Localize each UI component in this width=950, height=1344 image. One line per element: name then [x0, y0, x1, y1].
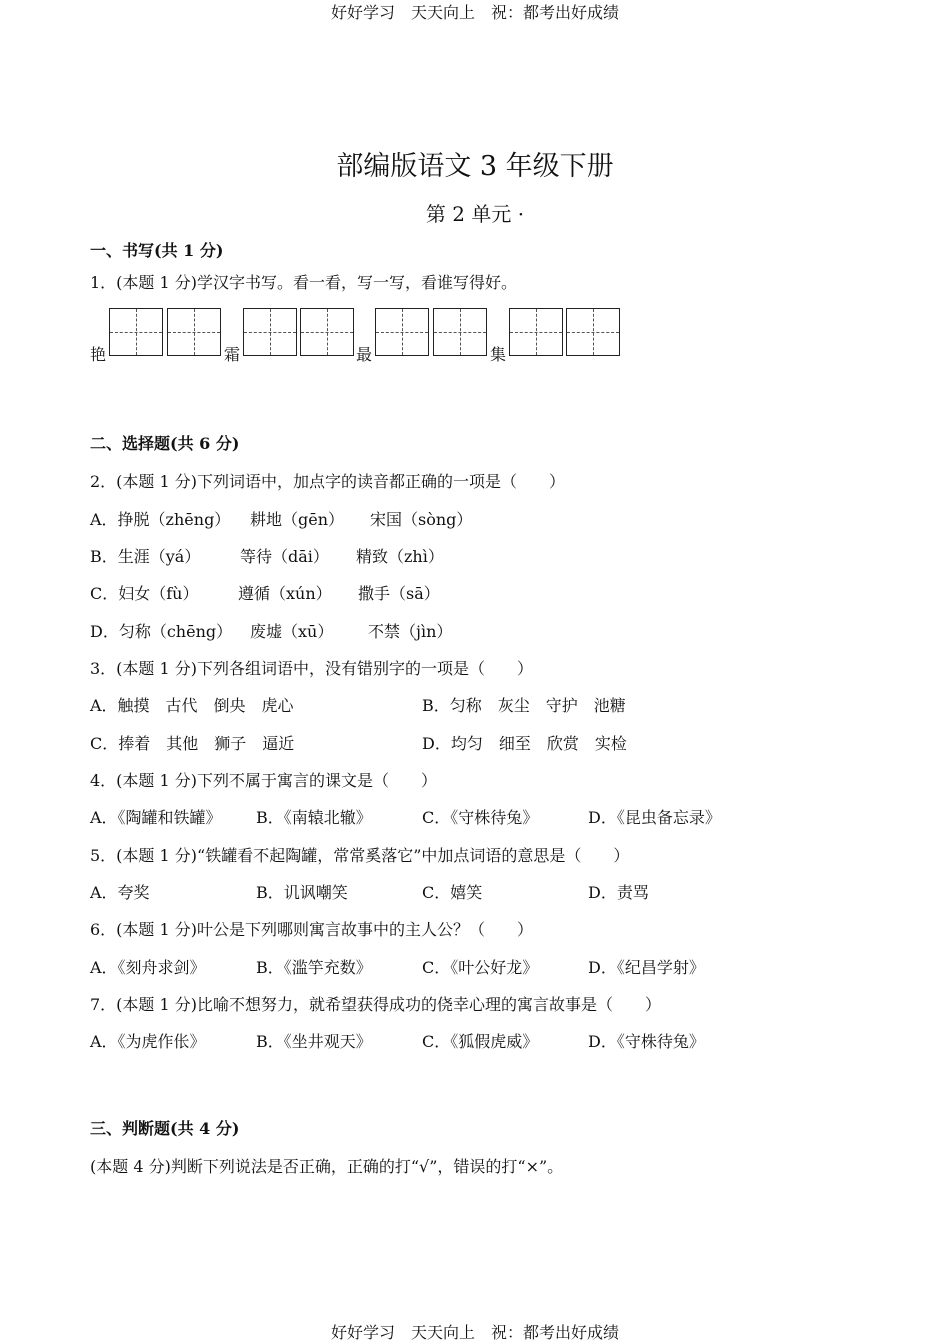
option-a[interactable]: A．《陶罐和铁罐》 [90, 808, 222, 827]
question-3: 3．(本题 1 分)下列各组词语中，没有错别字的一项是（ ） [90, 659, 534, 678]
option-b[interactable]: B．《坐井观天》 [256, 1032, 372, 1051]
option-a-word-2: 耕地（gēn） [250, 510, 345, 529]
option-d[interactable]: D．匀称（chēng） [90, 622, 233, 641]
option-c[interactable]: C．妇女（fù） [90, 584, 199, 603]
option-c[interactable]: C．嬉笑 [422, 883, 483, 902]
section-writing-heading: 一、书写(共 1 分) [90, 241, 224, 260]
option-b[interactable]: B．匀称 灰尘 守护 池糖 [422, 696, 626, 715]
option-d[interactable]: D．《纪昌学射》 [588, 958, 705, 977]
section-judgement-heading: 三、判断题(共 4 分) [90, 1119, 240, 1138]
writing-box[interactable] [509, 308, 563, 356]
question-4: 4．(本题 1 分)下列不属于寓言的课文是（ ） [90, 771, 438, 790]
writing-box[interactable] [566, 308, 620, 356]
option-c-word-2: 遵循（xún） [238, 584, 332, 603]
option-b[interactable]: B．讥讽嘲笑 [256, 883, 348, 902]
option-d-word-3: 不禁（jìn） [368, 622, 453, 641]
writing-box[interactable] [375, 308, 429, 356]
writing-box[interactable] [300, 308, 354, 356]
option-d[interactable]: D．均匀 细至 欣赏 实检 [422, 734, 627, 753]
section-choice-heading: 二、选择题(共 6 分) [90, 434, 240, 453]
judgement-instructions: (本题 4 分)判断下列说法是否正确，正确的打“√”，错误的打“×”。 [90, 1157, 564, 1176]
writing-box[interactable] [243, 308, 297, 356]
char-label: 最 [356, 345, 373, 364]
option-c-word-3: 撒手（sā） [358, 584, 440, 603]
option-a[interactable]: A．夸奖 [90, 883, 150, 902]
option-d[interactable]: D．《守株待兔》 [588, 1032, 705, 1051]
question-6: 6．(本题 1 分)叶公是下列哪则寓言故事中的主人公？（ ） [90, 920, 534, 939]
page-header: 好好学习 天天向上 祝：都考出好成绩 [330, 3, 619, 22]
option-b-word-3: 精致（zhì） [356, 547, 444, 566]
writing-box[interactable] [167, 308, 221, 356]
unit-subtitle: 第 2 单元 · [425, 202, 525, 226]
option-b[interactable]: B．《南辕北辙》 [256, 808, 372, 827]
question-1: 1．(本题 1 分)学汉字书写。看一看，写一写，看谁写得好。 [90, 273, 518, 292]
char-label: 艳 [90, 345, 107, 364]
char-label: 集 [490, 345, 507, 364]
option-a[interactable]: A．《为虎作伥》 [90, 1032, 206, 1051]
option-d[interactable]: D．责骂 [588, 883, 649, 902]
option-a[interactable]: A．《刻舟求剑》 [90, 958, 206, 977]
option-c[interactable]: C．捧着 其他 狮子 逼近 [90, 734, 295, 753]
option-c[interactable]: C．《叶公好龙》 [422, 958, 539, 977]
option-a[interactable]: A．挣脱（zhēng） [90, 510, 231, 529]
option-b[interactable]: B．生涯（yá） [90, 547, 201, 566]
question-7: 7．(本题 1 分)比喻不想努力，就希望获得成功的侥幸心理的寓言故事是（ ） [90, 995, 662, 1014]
page-footer: 好好学习 天天向上 祝：都考出好成绩 [330, 1323, 619, 1342]
option-c[interactable]: C．《守株待兔》 [422, 808, 539, 827]
option-a[interactable]: A．触摸 古代 倒央 虎心 [90, 696, 294, 715]
page-title: 部编版语文 3 年级下册 [336, 151, 614, 182]
option-c[interactable]: C．《狐假虎威》 [422, 1032, 539, 1051]
option-d[interactable]: D．《昆虫备忘录》 [588, 808, 721, 827]
question-2: 2．(本题 1 分)下列词语中，加点字的读音都正确的一项是（ ） [90, 472, 566, 491]
option-b[interactable]: B．《滥竽充数》 [256, 958, 372, 977]
question-5: 5．(本题 1 分)“铁罐看不起陶罐，常常奚落它”中加点词语的意思是（ ） [90, 846, 630, 865]
option-b-word-2: 等待（dāi） [240, 547, 329, 566]
writing-box[interactable] [109, 308, 163, 356]
char-label: 霜 [224, 345, 241, 364]
option-d-word-2: 废墟（xū） [250, 622, 334, 641]
option-a-word-3: 宋国（sòng） [370, 510, 473, 529]
writing-box[interactable] [433, 308, 487, 356]
